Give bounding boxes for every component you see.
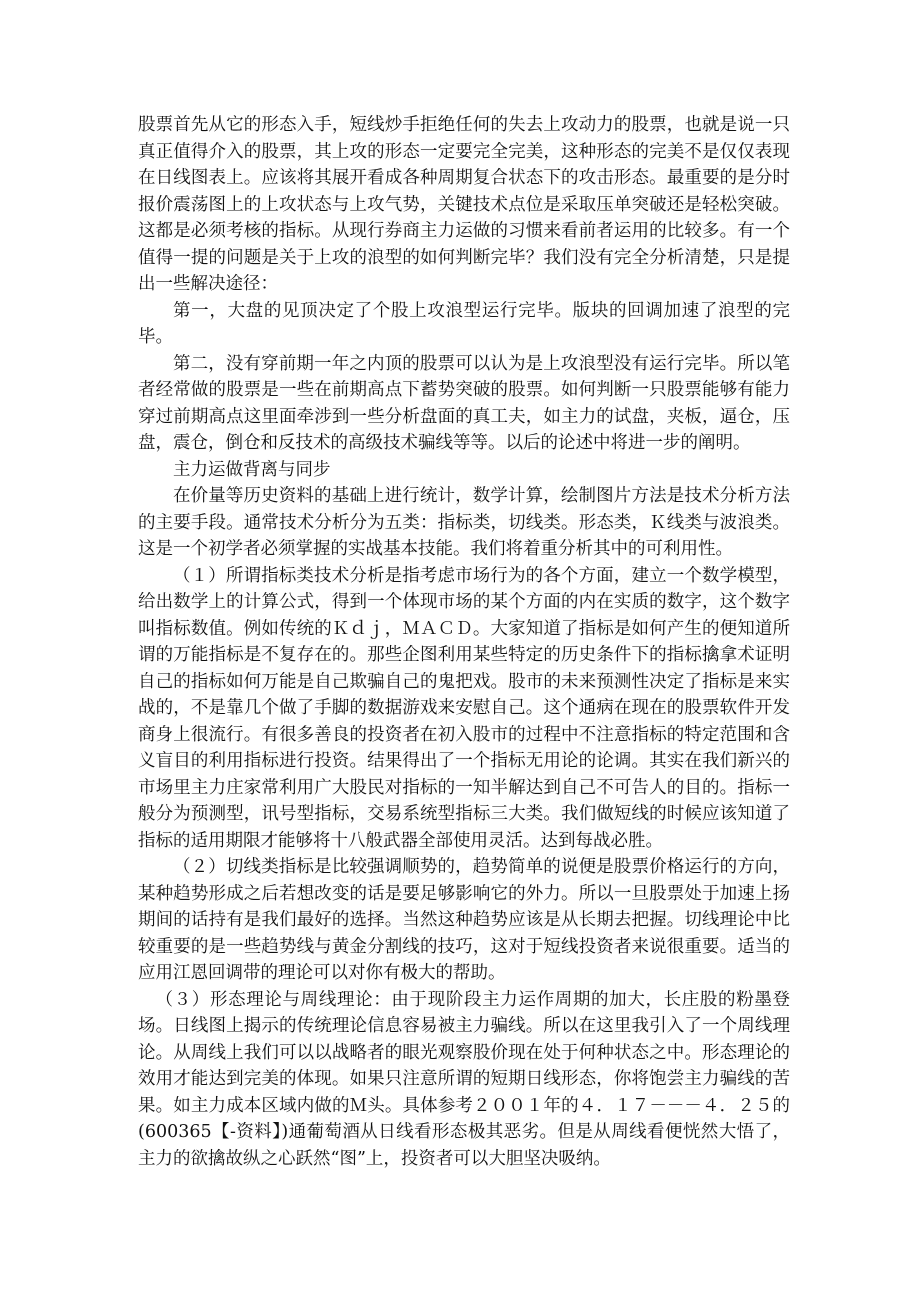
paragraph-technical-analysis: 在价量等历史资料的基础上进行统计，数学计算，绘制图片方法是技术分析方法的主要手段。通常技术分析分为五类：指标类，切线类。形态类，Ｋ线类与波浪类。这是一个初学者必须掌握的实战基本技能。我们将着重分析其中的可利用性。 bbox=[138, 486, 790, 559]
section-heading: 主力运做背离与同步 bbox=[173, 459, 331, 480]
paragraph-trendline-analysis: （２）切线类指标是比较强调顺势的，趋势简单的说便是股票价格运行的方向，某种趋势形成之后若想改变的话是要足够影响它的外力。所以一旦股票处于加速上扬期间的话持有是我们最好的选择。当然这种趋势应该是从长期去把握。切线理论中比较重要的是一些趋势线与黄金分割线的技巧，这对于短线投资者来说很重要。适当的应用江恩回调带的理论可以对你有极大的帮助。 bbox=[138, 857, 790, 983]
paragraph-second-point: 第二，没有穿前期一年之内顶的股票可以认为是上攻浪型没有运行完毕。所以笔者经常做的股票是一些在前期高点下蓄势突破的股票。如何判断一只股票能够有能力穿过前期高点这里面牵涉到一些分析盘面的真工夫，如主力的试盘，夹板，逼仓，压盘，震仓，倒仓和反技术的高级技术骗线等等。以后的论述中将进一步的阐明。 bbox=[138, 353, 790, 453]
paragraph-intro: 股票首先从它的形态入手，短线炒手拒绝任何的失去上攻动力的股票，也就是说一只真正值得介入的股票，其上攻的形态一定要完全完美，这种形态的完美不是仅仅表现在日线图表上。应该将其展开看成各种周期复合状态下的攻击形态。最重要的是分时报价震荡图上的上攻状态与上攻气势，关键技术点位是采取压单突破还是轻松突破。这都是必须考核的指标。从现行券商主力运做的习惯来看前者运用的比较多。有一个值得一提的问题是关于上攻的浪型的如何判断完毕？我们没有完全分析清楚，只是提出一些解决途径： bbox=[138, 115, 790, 294]
paragraph-first-point: 第一，大盘的见顶决定了个股上攻浪型运行完毕。版块的回调加速了浪型的完毕。 bbox=[138, 300, 790, 347]
document-body bbox=[138, 112, 790, 1172]
paragraph-pattern-weekly: （３）形态理论与周线理论：由于现阶段主力运作周期的加大，长庄股的粉墨登场。日线图上揭示的传统理论信息容易被主力骗线。所以在这里我引入了一个周线理论。从周线上我们可以以战略者的眼光观察股价现在处于何种状态之中。形态理论的效用才能达到完美的体现。如果只注意所谓的短期日线形态，你将饱尝主力骗线的苦果。如主力成本区域内做的Ｍ头。具体参考２００１年的４．１７－－－４．２５的(600365【-资料】)通葡萄酒从日线看形态极其恶劣。但是从周线看便恍然大悟了，主力的欲擒故纵之心跃然“图”上，投资者可以大胆坚决吸纳。 bbox=[138, 989, 790, 1169]
paragraph-indicator-analysis: （１）所谓指标类技术分析是指考虑市场行为的各个方面，建立一个数学模型，给出数学上的计算公式，得到一个体现市场的某个方面的内在实质的数字，这个数字叫指标数值。例如传统的Ｋｄｊ，ＭＡＣＤ。大家知道了指标是如何产生的便知道所谓的万能指标是不复存在的。那些企图利用某些特定的历史条件下的指标擒拿术证明自己的指标如何万能是自己欺骗自己的鬼把戏。股市的未来预测性决定了指标是来实战的，不是靠几个做了手脚的数据游戏来安慰自己。这个通病在现在的股票软件开发商身上很流行。有很多善良的投资者在初入股市的过程中不注意指标的特定范围和含义盲目的利用指标进行投资。结果得出了一个指标无用论的论调。其实在我们新兴的市场里主力庄家常利用广大股民对指标的一知半解达到自己不可告人的目的。指标一般分为预测型，讯号型指标，交易系统型指标三大类。我们做短线的时候应该知道了指标的适用期限才能够将十八般武器全部使用灵活。达到每战必胜。 bbox=[138, 565, 790, 851]
